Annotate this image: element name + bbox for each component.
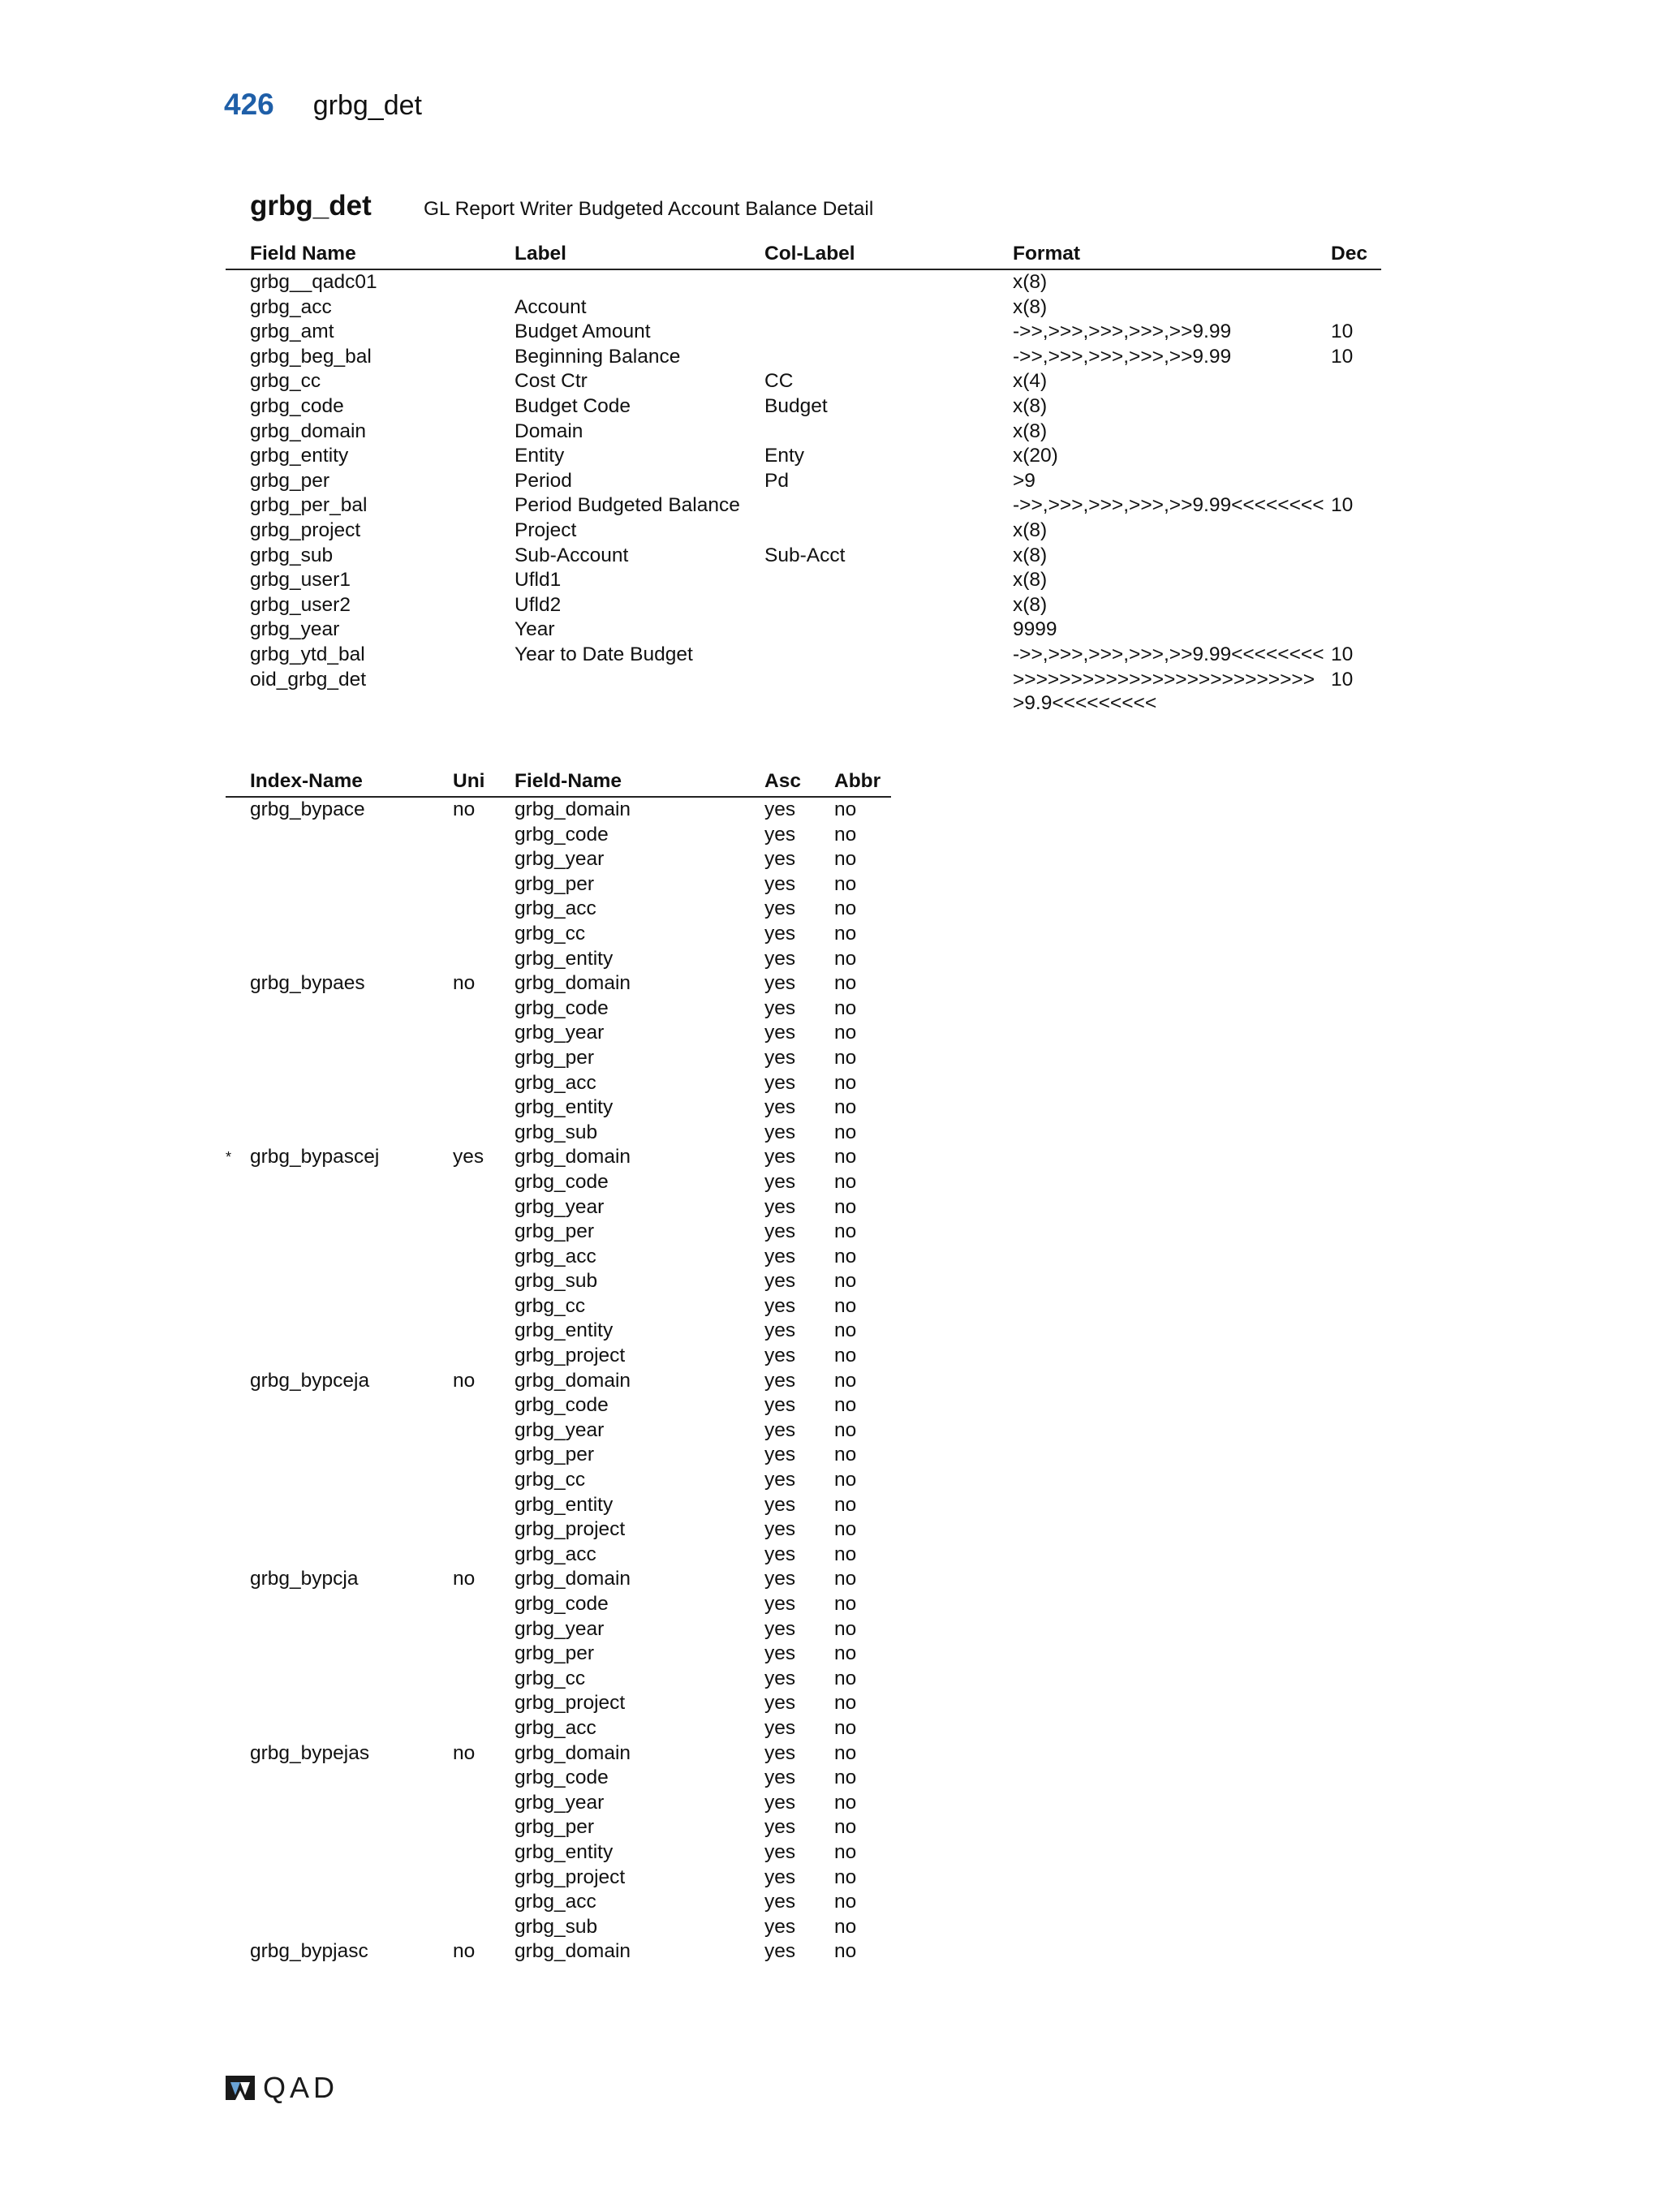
field-format: x(8): [1013, 271, 1048, 293]
index-abbr: no: [834, 1170, 857, 1193]
field-name: grbg_domain: [250, 420, 367, 442]
col-header-abbr: Abbr: [834, 770, 881, 792]
index-abbr: no: [834, 1816, 857, 1839]
field-label: Beginning Balance: [515, 345, 681, 368]
index-field-name: grbg_per: [515, 1220, 595, 1243]
index-abbr: no: [834, 1568, 857, 1590]
index-abbr: no: [834, 1220, 857, 1243]
field-format: >9: [1013, 469, 1036, 492]
index-field-name: grbg_per: [515, 1642, 595, 1665]
field-format: ->>,>>>,>>>,>>>,>>9.99: [1013, 345, 1232, 368]
index-field-name: grbg_code: [515, 823, 609, 846]
index-asc: yes: [764, 872, 796, 895]
index-field-name: grbg_acc: [515, 1245, 596, 1267]
index-field-name: grbg_acc: [515, 1543, 596, 1565]
index-abbr: no: [834, 848, 857, 871]
index-field-name: grbg_sub: [515, 1270, 598, 1293]
field-name: grbg_beg_bal: [250, 345, 372, 368]
index-asc: yes: [764, 1617, 796, 1640]
index-field-name: grbg_domain: [515, 798, 631, 820]
index-abbr: no: [834, 1767, 857, 1789]
index-abbr: no: [834, 1518, 857, 1541]
field-dec: 10: [1331, 668, 1354, 691]
index-abbr: no: [834, 1195, 857, 1218]
index-asc: yes: [764, 1220, 796, 1243]
index-asc: yes: [764, 1642, 796, 1665]
index-asc: yes: [764, 1121, 796, 1143]
index-field-name: grbg_year: [515, 848, 605, 871]
index-asc: yes: [764, 1046, 796, 1069]
field-col-label: Sub-Acct: [764, 544, 846, 566]
field-name: oid_grbg_det: [250, 668, 367, 691]
index-abbr: no: [834, 1543, 857, 1565]
field-format: x(8): [1013, 394, 1048, 417]
index-abbr: no: [834, 1418, 857, 1441]
field-format: x(20): [1013, 445, 1058, 467]
index-asc: yes: [764, 1146, 796, 1168]
field-format: x(8): [1013, 569, 1048, 592]
field-name: grbg_code: [250, 394, 344, 417]
col-header-format: Format: [1013, 243, 1081, 265]
page-header: [224, 88, 422, 133]
field-format: x(8): [1013, 519, 1048, 541]
field-label: Year: [515, 618, 555, 641]
index-asc: yes: [764, 1195, 796, 1218]
index-field-name: grbg_cc: [515, 1469, 586, 1491]
field-col-label: Pd: [764, 469, 789, 492]
index-asc: yes: [764, 1543, 796, 1565]
index-asc: yes: [764, 1866, 796, 1888]
index-abbr: no: [834, 1791, 857, 1814]
index-abbr: no: [834, 1096, 857, 1119]
field-table: [226, 242, 1381, 712]
index-field-name: grbg_domain: [515, 1146, 631, 1168]
field-col-label: CC: [764, 370, 794, 393]
col-header-field-name: Field Name: [250, 243, 356, 265]
index-field-name: grbg_per: [515, 1444, 595, 1466]
index-abbr: no: [834, 947, 857, 970]
field-name: grbg_ytd_bal: [250, 643, 365, 665]
index-asc: yes: [764, 1022, 796, 1044]
index-field-name: grbg_domain: [515, 972, 631, 995]
index-asc: yes: [764, 1096, 796, 1119]
index-asc: yes: [764, 1716, 796, 1739]
index-unique: no: [453, 1568, 476, 1590]
field-format: x(8): [1013, 544, 1048, 566]
index-asc: yes: [764, 1369, 796, 1392]
field-format: 9999: [1013, 618, 1057, 641]
index-field-name: grbg_domain: [515, 1741, 631, 1764]
index-abbr: no: [834, 1642, 857, 1665]
index-name: grbg_bypascej: [250, 1146, 380, 1168]
field-dec: 10: [1331, 321, 1354, 343]
index-asc: yes: [764, 1270, 796, 1293]
field-col-label: Enty: [764, 445, 805, 467]
index-asc: yes: [764, 1568, 796, 1590]
index-abbr: no: [834, 1245, 857, 1267]
index-asc: yes: [764, 1418, 796, 1441]
index-field-name: grbg_project: [515, 1518, 626, 1541]
index-asc: yes: [764, 1791, 796, 1814]
logo-text: QAD: [263, 2071, 339, 2104]
index-abbr: no: [834, 996, 857, 1019]
index-asc: yes: [764, 1245, 796, 1267]
index-field-name: grbg_acc: [515, 897, 596, 920]
index-field-name: grbg_code: [515, 1767, 609, 1789]
index-name: grbg_bypejas: [250, 1741, 370, 1764]
index-abbr: no: [834, 1716, 857, 1739]
index-abbr: no: [834, 798, 857, 820]
index-asc: yes: [764, 1170, 796, 1193]
index-abbr: no: [834, 1294, 857, 1317]
index-abbr: no: [834, 1369, 857, 1392]
field-name: grbg_user2: [250, 593, 351, 616]
field-label: Ufld1: [515, 569, 562, 592]
index-abbr: no: [834, 1394, 857, 1417]
index-asc: yes: [764, 1816, 796, 1839]
index-field-name: grbg_acc: [515, 1071, 596, 1094]
col-header-dec: Dec: [1331, 243, 1367, 265]
index-field-name: grbg_code: [515, 996, 609, 1019]
field-label: Cost Ctr: [515, 370, 588, 393]
index-name: grbg_bypcja: [250, 1568, 359, 1590]
index-unique: yes: [453, 1146, 484, 1168]
table-name: grbg_det: [250, 190, 372, 222]
field-name: grbg_cc: [250, 370, 321, 393]
index-abbr: no: [834, 1071, 857, 1094]
index-name: grbg_bypceja: [250, 1369, 370, 1392]
index-field-name: grbg_acc: [515, 1716, 596, 1739]
index-abbr: no: [834, 1319, 857, 1342]
index-asc: yes: [764, 1493, 796, 1516]
index-asc: yes: [764, 1767, 796, 1789]
index-abbr: no: [834, 1891, 857, 1913]
index-field-name: grbg_domain: [515, 1369, 631, 1392]
field-format: x(4): [1013, 370, 1048, 393]
index-field-name: grbg_entity: [515, 947, 614, 970]
field-format: x(8): [1013, 295, 1048, 318]
index-abbr: no: [834, 1617, 857, 1640]
field-label: Budget Code: [515, 394, 631, 417]
field-name: grbg__qadc01: [250, 271, 377, 293]
index-abbr: no: [834, 897, 857, 920]
field-label: Account: [515, 295, 587, 318]
index-field-name: grbg_sub: [515, 1121, 598, 1143]
field-label: Year to Date Budget: [515, 643, 693, 665]
index-asc: yes: [764, 996, 796, 1019]
field-dec: 10: [1331, 643, 1354, 665]
index-abbr: no: [834, 1692, 857, 1715]
index-asc: yes: [764, 1667, 796, 1689]
field-format: >>>>>>>>>>>>>>>>>>>>>>>>>>>9.9<<<<<<<<<: [1013, 668, 1315, 714]
index-asc: yes: [764, 1692, 796, 1715]
index-name: grbg_bypaes: [250, 972, 365, 995]
index-unique: no: [453, 972, 476, 995]
index-field-name: grbg_entity: [515, 1319, 614, 1342]
index-field-name: grbg_sub: [515, 1915, 598, 1938]
col-header-index-name: Index-Name: [250, 770, 363, 792]
index-field-name: grbg_entity: [515, 1840, 614, 1863]
index-field-name: grbg_code: [515, 1593, 609, 1615]
index-field-name: grbg_project: [515, 1692, 626, 1715]
table-description: GL Report Writer Budgeted Account Balance Detail: [424, 198, 874, 220]
index-asc: yes: [764, 1915, 796, 1938]
index-field-name: grbg_per: [515, 872, 595, 895]
field-label: Domain: [515, 420, 583, 442]
field-label: Period: [515, 469, 572, 492]
index-abbr: no: [834, 1915, 857, 1938]
qad-logo-icon: [224, 2074, 256, 2102]
index-field-name: grbg_entity: [515, 1096, 614, 1119]
index-asc: yes: [764, 1741, 796, 1764]
field-name: grbg_project: [250, 519, 361, 541]
col-header-col-label: Col-Label: [764, 243, 855, 265]
index-asc: yes: [764, 1940, 796, 1963]
field-format: ->>,>>>,>>>,>>>,>>9.99: [1013, 321, 1232, 343]
index-asc: yes: [764, 1345, 796, 1367]
index-field-name: grbg_domain: [515, 1568, 631, 1590]
index-field-name: grbg_code: [515, 1394, 609, 1417]
index-table: [226, 769, 891, 1970]
field-label: Entity: [515, 445, 565, 467]
index-unique: no: [453, 1369, 476, 1392]
index-asc: yes: [764, 1891, 796, 1913]
index-asc: yes: [764, 1518, 796, 1541]
index-abbr: no: [834, 872, 857, 895]
index-asc: yes: [764, 947, 796, 970]
field-name: grbg_year: [250, 618, 340, 641]
index-field-name: grbg_year: [515, 1022, 605, 1044]
index-abbr: no: [834, 1741, 857, 1764]
index-field-name: grbg_cc: [515, 1667, 586, 1689]
index-unique: no: [453, 1940, 476, 1963]
index-abbr: no: [834, 1940, 857, 1963]
index-field-name: grbg_per: [515, 1046, 595, 1069]
index-abbr: no: [834, 1469, 857, 1491]
index-abbr: no: [834, 1022, 857, 1044]
index-field-name: grbg_domain: [515, 1940, 631, 1963]
index-abbr: no: [834, 1866, 857, 1888]
field-dec: 10: [1331, 494, 1354, 517]
field-label: Sub-Account: [515, 544, 629, 566]
index-unique: no: [453, 1741, 476, 1764]
index-abbr: no: [834, 1840, 857, 1863]
field-name: grbg_per_bal: [250, 494, 368, 517]
field-name: grbg_acc: [250, 295, 332, 318]
index-asc: yes: [764, 823, 796, 846]
index-abbr: no: [834, 823, 857, 846]
index-abbr: no: [834, 1593, 857, 1615]
index-field-name: grbg_year: [515, 1791, 605, 1814]
index-abbr: no: [834, 922, 857, 945]
index-abbr: no: [834, 1345, 857, 1367]
page-header-title: grbg_det: [312, 90, 422, 121]
index-asc: yes: [764, 1593, 796, 1615]
index-abbr: no: [834, 1046, 857, 1069]
index-field-name: grbg_entity: [515, 1493, 614, 1516]
index-name: grbg_bypace: [250, 798, 365, 820]
index-field-name: grbg_project: [515, 1345, 626, 1367]
field-dec: 10: [1331, 345, 1354, 368]
index-asc: yes: [764, 1840, 796, 1863]
index-asc: yes: [764, 1071, 796, 1094]
index-abbr: no: [834, 1667, 857, 1689]
index-abbr: no: [834, 1270, 857, 1293]
index-asc: yes: [764, 798, 796, 820]
col-header-uni: Uni: [453, 770, 485, 792]
index-asc: yes: [764, 1469, 796, 1491]
index-abbr: no: [834, 1493, 857, 1516]
field-format: x(8): [1013, 420, 1048, 442]
index-asc: yes: [764, 848, 796, 871]
col-header-field-name: Field-Name: [515, 770, 622, 792]
field-name: grbg_entity: [250, 445, 349, 467]
index-asc: yes: [764, 1394, 796, 1417]
index-abbr: no: [834, 1146, 857, 1168]
index-field-name: grbg_project: [515, 1866, 626, 1888]
col-header-label: Label: [515, 243, 566, 265]
index-field-name: grbg_code: [515, 1170, 609, 1193]
index-abbr: no: [834, 1444, 857, 1466]
index-field-name: grbg_cc: [515, 1294, 586, 1317]
field-name: grbg_per: [250, 469, 330, 492]
index-field-name: grbg_acc: [515, 1891, 596, 1913]
index-asc: yes: [764, 897, 796, 920]
index-asc: yes: [764, 1294, 796, 1317]
field-name: grbg_sub: [250, 544, 334, 566]
index-field-name: grbg_year: [515, 1418, 605, 1441]
index-name: grbg_bypjasc: [250, 1940, 368, 1963]
field-label: Budget Amount: [515, 321, 651, 343]
qad-logo: [224, 2071, 338, 2105]
index-abbr: no: [834, 1121, 857, 1143]
index-asc: yes: [764, 922, 796, 945]
field-name: grbg_user1: [250, 569, 351, 592]
page-number: 426: [224, 88, 274, 121]
index-field-name: grbg_year: [515, 1195, 605, 1218]
primary-index-marker: *: [226, 1149, 232, 1166]
header-rule: [226, 269, 1381, 270]
field-col-label: Budget: [764, 394, 828, 417]
index-unique: no: [453, 798, 476, 820]
index-field-name: grbg_year: [515, 1617, 605, 1640]
index-asc: yes: [764, 972, 796, 995]
field-label: Period Budgeted Balance: [515, 494, 740, 517]
field-name: grbg_amt: [250, 321, 334, 343]
col-header-asc: Asc: [764, 770, 801, 792]
index-field-name: grbg_per: [515, 1816, 595, 1839]
field-format: x(8): [1013, 593, 1048, 616]
field-format: ->>,>>>,>>>,>>>,>>9.99<<<<<<<<: [1013, 643, 1324, 665]
index-field-name: grbg_cc: [515, 922, 586, 945]
field-label: Project: [515, 519, 577, 541]
index-asc: yes: [764, 1319, 796, 1342]
field-format: ->>,>>>,>>>,>>>,>>9.99<<<<<<<<: [1013, 494, 1324, 517]
field-label: Ufld2: [515, 593, 562, 616]
index-asc: yes: [764, 1444, 796, 1466]
index-abbr: no: [834, 972, 857, 995]
